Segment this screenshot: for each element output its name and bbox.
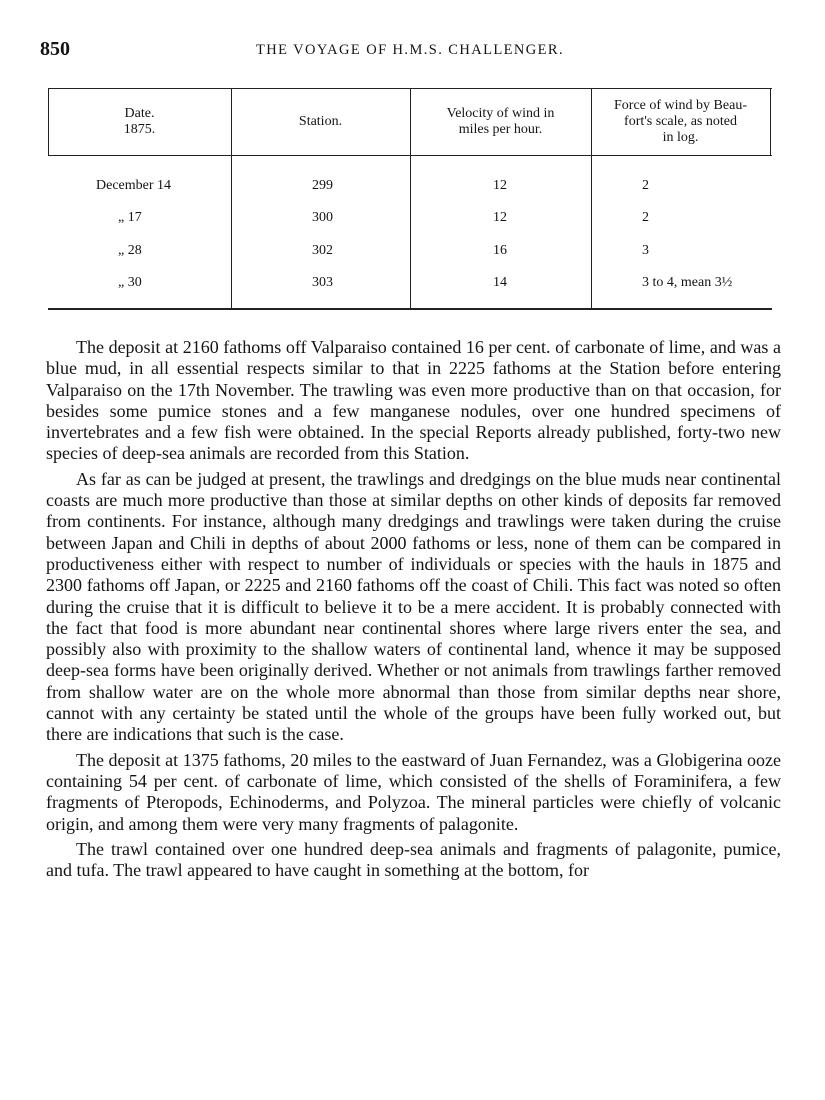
paragraph: The deposit at 1375 fathoms, 20 miles to the eastward of Juan Fernandez, was a Globigerina ooze containing 54 per cent. of carbonate of lime, which consisted of the shells of Foraminifera, a few fragments of Pteropods, Echinoderms, and Polyzoa. The mineral particles were chiefly of volcanic origin, and among them were very many fragments of palagonite. (46, 749, 781, 834)
paragraph: The trawl contained over one hundred deep-sea animals and fragments of palagonite, pumice, and tufa. The trawl appeared to have caught in something at the bottom, for (46, 838, 781, 881)
paragraph: As far as can be judged at present, the trawlings and dredgings on the blue muds near continental coasts are much more productive than those at similar depths on other kinds of deposits far removed from continents. For instance, although many dredgings and trawlings were taken during the cruise between Japan and Chili in depths of about 2000 fathoms or less, none of them can be compared in productiveness either with respect to number of individuals or species with the hauls in 1875 and 2300 fathoms off Japan, or 2225 and 2160 fathoms off the coast of Chili. This fact was noted so often during the cruise that it is difficult to believe it to be a mere accident. It is probably connected with the fact that food is more abundant near continental shores where large rivers enter the sea, and possibly also with proximity to the shallow waters of continental land, whence it may be supposed deep-sea forms have been originally derived. Whether or not animals from trawlings farther removed from shallow water are on the whole more abnormal than those from similar depths near shore, cannot with any certainty be stated until the whole of the groups have been fully worked out, but there are indications that such is the case. (46, 468, 781, 745)
table-bottom-rule (48, 308, 772, 310)
cell-date: „ 30 (118, 275, 142, 290)
header-text: Velocity of wind in (446, 105, 555, 121)
column-header-station (231, 88, 410, 155)
header-text: Force of wind by Beau- (614, 97, 747, 113)
cell-velocity: 12 (493, 210, 507, 225)
cell-force: 2 (642, 210, 649, 225)
header-text: 1875. (123, 121, 156, 137)
cell-station: 302 (312, 243, 333, 258)
header-text: Date. (124, 105, 155, 121)
cell-station: 300 (312, 210, 333, 225)
cell-velocity: 16 (493, 243, 507, 258)
cell-date: „ 17 (118, 210, 142, 225)
cell-date: December 14 (96, 178, 172, 193)
running-title: THE VOYAGE OF H.M.S. CHALLENGER. (256, 42, 564, 58)
header-text: in log. (662, 129, 699, 145)
header-text: miles per hour. (458, 121, 543, 137)
cell-force: 3 to 4, mean 3½ (642, 275, 733, 290)
cell-velocity: 14 (493, 275, 507, 290)
column-header-date (48, 88, 231, 155)
paragraph: The deposit at 2160 fathoms off Valparaiso contained 16 per cent. of carbonate of lime, and was a blue mud, in all essential respects similar to that in 2225 fathoms at the Station before entering Valparaiso on the 17th November. The trawling was even more productive than on that occasion, for besides some pumice stones and a few manganese nodules, over one hundred specimens of invertebrates and a few fish were obtained. In the special Reports already published, forty-two new species of deep-sea animals are recorded from this Station. (46, 337, 781, 464)
cell-station: 299 (312, 178, 333, 193)
cell-date: „ 28 (118, 243, 142, 258)
cell-station: 303 (312, 275, 333, 290)
table-divider (770, 88, 771, 155)
header-text: fort's scale, as noted (624, 113, 737, 129)
body-text (46, 337, 781, 885)
page-header (40, 38, 780, 62)
column-header-force (591, 88, 770, 155)
cell-force: 3 (642, 243, 649, 258)
cell-force: 2 (642, 178, 649, 193)
column-header-velocity (410, 88, 591, 155)
cell-velocity: 12 (493, 178, 507, 193)
wind-table (48, 88, 772, 312)
header-text: Station. (298, 113, 343, 129)
page-number: 850 (40, 38, 70, 60)
